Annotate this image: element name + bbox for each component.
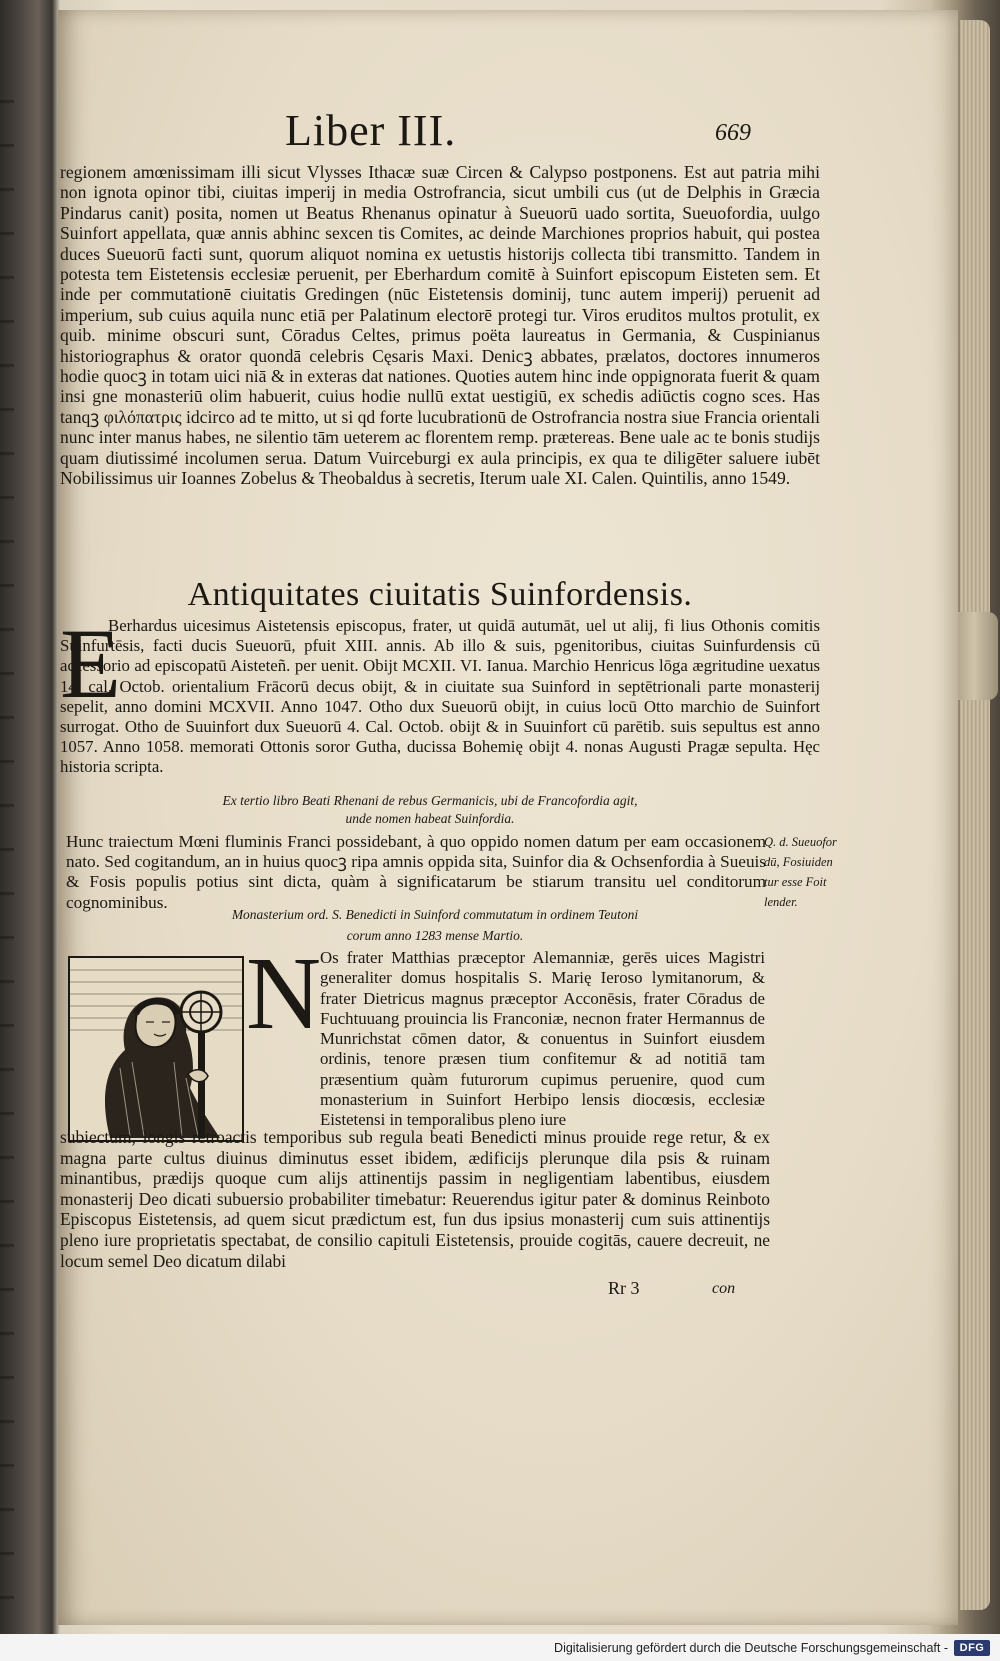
section-heading: Antiquitates ciuitatis Suinfordensis.: [187, 576, 693, 613]
marginal-note: Q. d. Sueuofor dū, Fosiuiden tur esse Foit lender.: [764, 835, 837, 909]
signature-mark: Rr 3: [608, 1278, 640, 1298]
monasterium-caption-line-2: corum anno 1283 mense Martio.: [346, 928, 524, 943]
dfg-logo-text: DFG: [959, 1642, 985, 1654]
drop-cap-e: E: [60, 608, 122, 719]
drop-cap-n: N: [246, 936, 322, 1051]
monk-with-reliquary-icon: [70, 958, 242, 1140]
dfg-logo: [954, 1640, 990, 1656]
bookmark-tab: [958, 612, 998, 700]
antiquitates-paragraph: Berhardus uicesimus Aistetensis episcopus, frater, ut quidā autumāt, uel ut alij, fi lius Othonis comitis Suinfurtēsis, facti ducis Sueuorū, pfuit XIII. annis. Ab illo & suis, pgenitoribus, ciuitas Suinfurdensis cū accessorio ad episcopatū Aisteteñ. per uenit. Obijt MCXII. VI. Ianua. Marchio Henricus lōga ægritudine uexatus 14. cal. Octob. orientalium Frācorū decus obijt, & in ciuitate sua Suinford in septētrionali parte monasterij sepelit, anno domini MCXVII. Anno 1047. Otho dux Sueuorū obijt, in cuius locū Otto marchio de Suinfort surrogat. Otho de Suuinfort dux Sueuorū 4. Cal. Octob. obijt & in Suuinfort cū parētib. suis sepultus est anno 1057. Anno 1058. memorati Ottonis soror Gutha, ducissa Bohemię obijt 4. nonas Augusti Pragæ sepulta. Hęc historia scripta.: [60, 616, 820, 777]
folio-number: 669: [715, 120, 751, 146]
rhenanus-caption-line-2: unde nomen habeat Suinfordia.: [345, 811, 515, 826]
running-head: Liber III.: [285, 106, 457, 155]
rhenanus-caption-line-1: Ex tertio libro Beati Rhenani de rebus Germanicis, ubi de Francofordia agit,: [222, 793, 638, 808]
letter-paragraph: regionem amœnissimam illi sicut Vlysses Ithacæ suæ Circen & Calypso postponens. Est aut patria mihi non ignota opinor tibi, ciuitas imperij in media Ostrofrancia, sicut umbili cus (ut de Delphis in Græcia Pindarus canit) posita, nomen ut Beatus Rhenanus opinatur à Sueuorū uado sortita, Sueuofordia, uulgo Suinfort appellata, quæ annis abhinc sexcen tis Comites, ac deinde Marchiones proprios habuit, qui postea duces Sueuorū facti sunt, quorum aliquot nomina ex uetustis historijs collecta tibi transmitto. Tandem in potesta tem Eistetensis ecclesiæ peruenit, per Eberhardum comitē à Suinfort episcopum Eisteten sem. Et inde per commutationē ciuitatis Gredingen (nūc Eistetensis dominij, tunc autem imperij) peruenit ad imperium, sub cuius aquila nunc etiā per Palatinum electorē protegi tur. Viros eruditos multos protulit, ex quib. minime obscuri sunt, Cōradus Celtes, primus poëta laureatus in Germania, & Cuspinianus historiographus & orator quondā celebris Cęsaris Maxi. Denicꝫ abbates, prælatos, doctores innumeros hodie quocꝫ in totam uici niā & in exteras dat nationes. Quoties autem hinc inde oppignorata fuerit & quam insi gne monasteriū olim habuerit, cuius hodie nullū extat uestigiū, ex schedis adiūctis cogno sces. Has tanqꝫ φιλόπατρις idcirco ad te mitto, ut si qd forte lucubrationū de Ostrofrancia nostra siue Francia orientali nunc inter manus habes, ne silentio tām ueterem ac florentem remp. prætereas. Bene uale ac te bonis studijs quam diutissimé incolumen serua. Datum Vuirceburgi ex aula principis, ex qua te diligēter saluere iubēt Nobilissimus uir Ioannes Zobelus & Theobaldus à secretis, Iterum uale XI. Calen. Quintilis, anno 1549.: [60, 162, 820, 489]
rhenanus-caption: [150, 792, 710, 828]
charter-paragraph-top: Os frater Matthias præceptor Alemanniæ, gerēs uices Magistri generaliter domus hospitalis S. Marię Ieroso lymitanorum, & frater Dietricus magnus præceptor Acconēsis, frater Cōradus de Fuchtuuang prouincia lis Franconiæ, necnon frater Hermannus de Munrichstat cōmen dator, & conuentus in Suinfort eiusdem ordinis, tenore præsen tium confitemur & ad notitiā tam præsentium quàm futurorum cupimus peruenire, quod cum monasterium in Suinfort Herbipo lensis diocœsis, ecclesiæ Eistetensi in temporalibus pleno iure: [320, 948, 765, 1130]
funding-credit: Digitalisierung gefördert durch die Deutsche Forschungsgemeinschaft -: [554, 1641, 948, 1655]
page-edges: [960, 20, 990, 1610]
antiquitates-text: [60, 608, 820, 778]
rhenanus-paragraph: Hunc traiectum Mœni fluminis Franci possidebant, à quo oppido nomen datum per eam occasionem nato. Sed cogitandum, an in huius quocꝫ ripa amnis oppida sita, Suinfor dia & Ochsenfordia à Sueuis & Fosis populis potius sint dicta, quàm à significatarum be stiarum transitu uel conditorum cognominibus.: [66, 832, 766, 912]
spine-shadow: [0, 60, 14, 1640]
woodcut-illustration: [68, 956, 244, 1142]
antiquitates-section: [60, 608, 820, 796]
catchword: con: [712, 1280, 736, 1297]
monasterium-caption-line-1: Monasterium ord. S. Benedicti in Suinford commutatum in ordinem Teutoni: [231, 907, 639, 922]
charter-paragraph-bottom: subiectum, longis retroactis temporibus sub regula beati Benedicti minus prouide rege retur, & ex magna parte cultus diuinus diminutus esset ibidem, ædificijs plerunque dila psis & ruinam minantibus, prædijs quoque cum alijs attinentijs passim in negligentiam labentibus, eiusdem monasterij Deo dicati subuersio probabiliter timebatur: Reuerendus igitur pater & dominus Reinboto Episcopus Eistetensis, ad quem sicut prædictum est, fun dus ipsius monasterij cum suis attinentijs pleno iure proprietatis spectabat, de consilio capituli Eistetensis, prouide cogitās, cauere decreuit, ne locum semel Deo dicatum dilabi: [60, 1127, 770, 1271]
